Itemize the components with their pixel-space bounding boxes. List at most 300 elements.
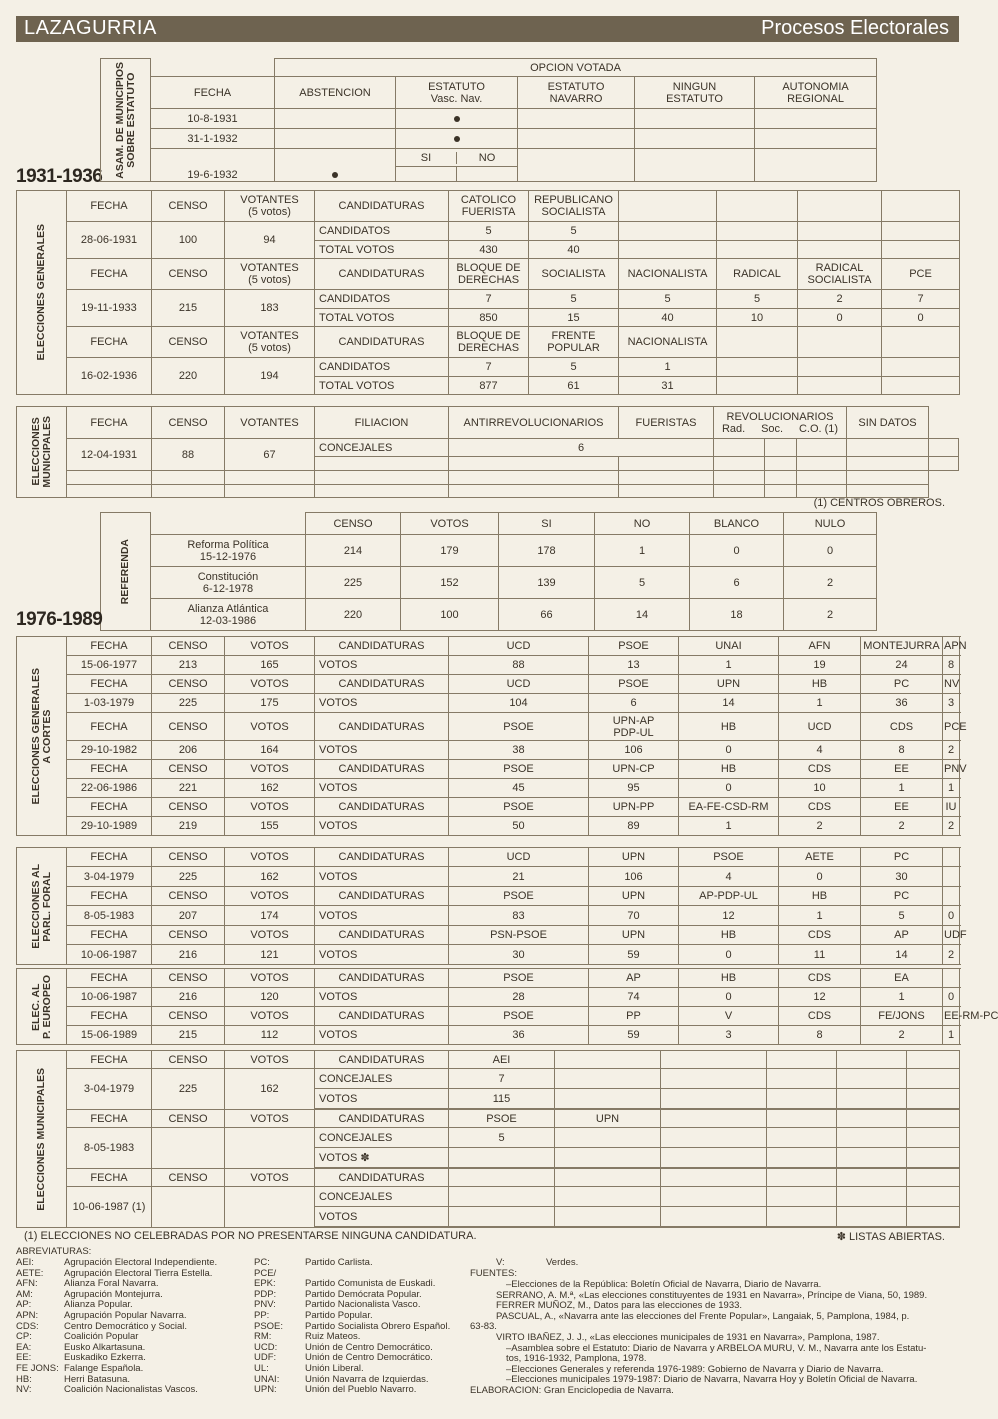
asamblea-col-header: AUTONOMIA REGIONAL <box>755 77 877 109</box>
header-cell: CANDIDATURAS <box>315 637 449 656</box>
party-header: AP-PDP-UL <box>679 887 779 906</box>
party-header: HB <box>679 713 779 741</box>
header-cell: CANDIDATURAS <box>315 675 449 694</box>
header-cell: VOTOS <box>225 760 315 779</box>
gen1-votos-cell <box>717 377 798 395</box>
party-header: IU <box>943 798 960 817</box>
mun2-header: VOTOS <box>225 1051 315 1069</box>
data-cell: 29-10-1982 <box>67 741 152 760</box>
asam-date: 19-6-1932 <box>151 149 275 182</box>
mun2-votos-value <box>661 1207 767 1227</box>
data-cell: 4 <box>779 741 861 760</box>
ref-header-cell: CENSO <box>306 513 401 535</box>
data-cell: 2 <box>943 741 960 760</box>
gen1-header-cell: PCE <box>882 259 960 290</box>
data-cell: 1 <box>679 656 779 675</box>
gen1-header-cell: FRENTE POPULAR <box>529 327 619 358</box>
party-header: PSOE <box>449 1007 589 1026</box>
ref-value: 179 <box>401 535 499 567</box>
ref-header-cell: SI <box>499 513 595 535</box>
mun2-header: FECHA <box>67 1169 152 1187</box>
ref-value: 0 <box>784 535 877 567</box>
party-header: PC <box>861 848 943 867</box>
ref-value: 139 <box>499 567 595 599</box>
ref-value: 6 <box>690 567 784 599</box>
gen1-header-cell: CANDIDATURAS <box>315 191 449 222</box>
gen1-votos-cell <box>619 241 717 259</box>
mun2-header: CANDIDATURAS <box>315 1051 449 1069</box>
foral-label: ELECCIONES AL PARL. FORAL <box>17 848 67 965</box>
party-header <box>943 887 960 906</box>
data-cell: 162 <box>225 867 315 887</box>
gen1-header-cell: BLOQUE DE DERECHAS <box>449 259 529 290</box>
ref-value: 178 <box>499 535 595 567</box>
mun1-antirrev: 6 <box>449 439 714 457</box>
gen1-fecha: 19-11-1933 <box>67 290 152 327</box>
gen1-candidatos-cell: 1 <box>619 358 717 377</box>
data-cell: 0 <box>679 945 779 965</box>
mun2-header: CENSO <box>152 1110 225 1128</box>
abbreviations-col2: PC: Partido Carlista. PCE/ EPK: Partido Comunista de Euskadi. PDP: Partido Demócrata Popular. PNV: Partido Nacionalista Vasco. PP: Partido Popular. PSOE: Partido Socialista Obrero Español. RM: Ruiz Mateos. UCD: Unión de Centro Democrático. UDF: Unión de Centro Democrático. UL: Unión Liberal. UNAI: Unión Navarra de Izquierdas. UPN: Unión del Pueblo Navarro. <box>254 1257 451 1396</box>
data-cell: 0 <box>779 867 861 887</box>
asamblea-table <box>100 58 877 182</box>
data-cell: 0 <box>943 906 960 926</box>
ref-header-cell: NULO <box>784 513 877 535</box>
header-cell: FECHA <box>67 1007 152 1026</box>
gen1-candidatos-cell: 5 <box>619 290 717 309</box>
footnote-listas-abiertas: ✽ LISTAS ABIERTAS. <box>836 1231 945 1243</box>
ref-value: 214 <box>306 535 401 567</box>
si-label: SI <box>396 152 457 164</box>
data-cell: 213 <box>152 656 225 675</box>
gen1-votantes: 183 <box>225 290 315 327</box>
data-cell: 22-06-1986 <box>67 779 152 798</box>
data-cell: VOTOS <box>315 988 449 1007</box>
mun2-concejales <box>449 1187 555 1207</box>
data-cell: VOTOS <box>315 694 449 713</box>
period-label-1931: 1931-1936 <box>16 166 103 187</box>
gen1-candidatos-cell <box>717 358 798 377</box>
mun2-votos-label: VOTOS <box>315 1089 449 1109</box>
gen1-votos-cell <box>798 377 882 395</box>
party-header: FE/JONS <box>861 1007 943 1026</box>
data-cell: 11 <box>779 945 861 965</box>
gen1-header-cell: FECHA <box>67 191 152 222</box>
data-cell: 221 <box>152 779 225 798</box>
header-cell: CENSO <box>152 1007 225 1026</box>
asamblea-col-header: ESTATUTO NAVARRO <box>518 77 635 109</box>
col-fueristas: FUERISTAS <box>619 407 714 439</box>
col-fecha: FECHA <box>67 407 152 439</box>
gen1-candidatos-cell: CANDIDATOS <box>315 290 449 309</box>
gen1-votos-cell: 877 <box>449 377 529 395</box>
data-cell: VOTOS <box>315 741 449 760</box>
mun2-votos-value <box>555 1148 661 1168</box>
header-cell: FECHA <box>67 887 152 906</box>
ref-header-cell: BLANCO <box>690 513 784 535</box>
gen1-votantes: 94 <box>225 222 315 259</box>
gen1-votos-cell: TOTAL VOTOS <box>315 309 449 327</box>
header-cell: VOTOS <box>225 969 315 988</box>
ref-value: 1 <box>595 535 690 567</box>
data-cell: 0 <box>943 988 960 1007</box>
header-cell: FECHA <box>67 760 152 779</box>
data-cell: 121 <box>225 945 315 965</box>
ref-value: 18 <box>690 599 784 631</box>
party-header: UCD <box>449 675 589 694</box>
data-cell: 3-04-1979 <box>67 867 152 887</box>
mun2-concejales: 7 <box>449 1069 555 1089</box>
party-header: V <box>679 1007 779 1026</box>
ref-value: 2 <box>784 599 877 631</box>
mun2-concejales-label: CONCEJALES <box>315 1187 449 1207</box>
footnote-no-celebradas: (1) ELECCIONES NO CELEBRADAS POR NO PRESENTARSE NINGUNA CANDIDATURA. <box>24 1230 477 1242</box>
mun2-concejales <box>555 1187 661 1207</box>
gen1-header-cell: CENSO <box>152 259 225 290</box>
party-header: MONTEJURRA <box>861 637 943 656</box>
data-cell: 219 <box>152 817 225 836</box>
mun2-votos-value <box>661 1089 767 1109</box>
party-header: EE <box>861 760 943 779</box>
cortes-table <box>16 636 967 836</box>
gen1-header-cell: CATOLICO FUERISTA <box>449 191 529 222</box>
header-cell: VOTOS <box>225 637 315 656</box>
party-header: PSN-PSOE <box>449 926 589 945</box>
ref-value: 220 <box>306 599 401 631</box>
col-sin-datos: SIN DATOS <box>847 407 929 439</box>
mun2-header: CANDIDATURAS <box>315 1169 449 1187</box>
data-cell: VOTOS <box>315 817 449 836</box>
party-header: PSOE <box>449 713 589 741</box>
col-votantes: VOTANTES <box>225 407 315 439</box>
data-cell: 50 <box>449 817 589 836</box>
gen1-header-cell: VOTANTES (5 votos) <box>225 191 315 222</box>
data-cell: 89 <box>589 817 679 836</box>
asamblea-col-header: NINGUN ESTATUTO <box>635 77 755 109</box>
data-cell: 24 <box>861 656 943 675</box>
gen1-votos-cell: TOTAL VOTOS <box>315 377 449 395</box>
gen1-censo: 215 <box>152 290 225 327</box>
mun2-concejales-label: CONCEJALES <box>315 1128 449 1148</box>
abbreviation-v: V: Verdes. <box>496 1257 579 1268</box>
mun2-header: VOTOS <box>225 1110 315 1128</box>
municipales-1931-label: ELECCIONES MUNICIPALES <box>17 407 67 498</box>
mun2-votos-value <box>555 1089 661 1109</box>
gen1-candidatos-cell: CANDIDATOS <box>315 222 449 241</box>
ref-value: 66 <box>499 599 595 631</box>
mun2-votos-value <box>449 1207 555 1227</box>
europeo-table <box>16 968 998 1045</box>
data-cell: 8-05-1983 <box>67 906 152 926</box>
header-cell: CANDIDATURAS <box>315 798 449 817</box>
header-cell: VOTOS <box>225 1007 315 1026</box>
ref-value: 100 <box>401 599 499 631</box>
mun2-concejales <box>661 1187 767 1207</box>
cortes-label: ELECCIONES GENERALES A CORTES <box>17 637 67 836</box>
gen1-header-cell: BLOQUE DE DERECHAS <box>449 327 529 358</box>
mun2-header: FECHA <box>67 1110 152 1128</box>
gen1-header-cell: SOCIALISTA <box>529 259 619 290</box>
gen1-votos-cell <box>882 377 960 395</box>
ref-value: 2 <box>784 567 877 599</box>
gen1-votos-cell <box>882 241 960 259</box>
party-header: UPN-CP <box>589 760 679 779</box>
ref-value: 0 <box>690 535 784 567</box>
party-header: HB <box>679 969 779 988</box>
party-header: UCD <box>449 637 589 656</box>
ref-name: Reforma Política 15-12-1976 <box>151 535 306 567</box>
asamblea-label: ASAM. DE MUNICIPIOS SOBRE ESTATUTO <box>101 59 151 182</box>
header-cell: VOTOS <box>225 675 315 694</box>
data-cell: 5 <box>861 906 943 926</box>
mun2-header: CANDIDATURAS <box>315 1110 449 1128</box>
mun2-concejales <box>555 1128 661 1148</box>
header-cell: FECHA <box>67 969 152 988</box>
header-cell: CENSO <box>152 848 225 867</box>
data-cell: 19 <box>779 656 861 675</box>
header-cell: CENSO <box>152 637 225 656</box>
data-cell: 112 <box>225 1026 315 1045</box>
ref-name: Constitución 6-12-1978 <box>151 567 306 599</box>
municipales-1979-label: ELECCIONES MUNICIPALES <box>17 1051 67 1228</box>
party-header: UCD <box>779 713 861 741</box>
referenda-label: REFERENDA <box>101 513 151 631</box>
data-cell: 30 <box>449 945 589 965</box>
section-title: Procesos Electorales <box>761 17 949 39</box>
data-cell: 29-10-1989 <box>67 817 152 836</box>
data-cell: 216 <box>152 945 225 965</box>
party-header: NV <box>943 675 960 694</box>
header-cell: FECHA <box>67 848 152 867</box>
gen1-candidatos-cell <box>798 358 882 377</box>
gen1-votos-cell: TOTAL VOTOS <box>315 241 449 259</box>
gen1-header-cell: NACIONALISTA <box>619 327 717 358</box>
data-cell: VOTOS <box>315 867 449 887</box>
asamblea-col-header: FECHA <box>151 77 275 109</box>
data-cell: 162 <box>225 779 315 798</box>
data-cell: 45 <box>449 779 589 798</box>
data-cell: 207 <box>152 906 225 926</box>
gen1-candidatos-cell: CANDIDATOS <box>315 358 449 377</box>
mun2-censo <box>152 1187 225 1228</box>
gen1-candidatos-cell <box>619 222 717 241</box>
data-cell: 10-06-1987 <box>67 945 152 965</box>
gen1-header-cell: CENSO <box>152 191 225 222</box>
gen1-votos-cell: 0 <box>798 309 882 327</box>
party-header: PP <box>589 1007 679 1026</box>
data-cell: 206 <box>152 741 225 760</box>
party-header: HB <box>679 926 779 945</box>
gen1-header-cell: REPUBLICANO SOCIALISTA <box>529 191 619 222</box>
data-cell: 0 <box>679 988 779 1007</box>
header-cell: CANDIDATURAS <box>315 1007 449 1026</box>
data-cell: 4 <box>679 867 779 887</box>
mun2-header: FECHA <box>67 1051 152 1069</box>
header-cell: VOTOS <box>225 926 315 945</box>
data-cell: VOTOS <box>315 779 449 798</box>
fuentes-title: FUENTES: <box>470 1268 517 1279</box>
data-cell: 10 <box>779 779 861 798</box>
gen1-header-cell: RADICAL SOCIALISTA <box>798 259 882 290</box>
data-cell: 120 <box>225 988 315 1007</box>
data-cell: 1 <box>861 988 943 1007</box>
header-cell: CANDIDATURAS <box>315 760 449 779</box>
gen1-header-cell: NACIONALISTA <box>619 259 717 290</box>
party-header: HB <box>779 675 861 694</box>
gen1-header-cell: CANDIDATURAS <box>315 259 449 290</box>
gen1-candidatos-cell <box>717 222 798 241</box>
data-cell: 106 <box>589 741 679 760</box>
vote-dot <box>454 136 460 142</box>
gen1-votos-cell <box>798 241 882 259</box>
data-cell: 216 <box>152 988 225 1007</box>
gen1-votos-cell: 31 <box>619 377 717 395</box>
party-header: UPN <box>589 926 679 945</box>
centros-obreros-note: (1) CENTROS OBREROS. <box>813 497 945 509</box>
europeo-label: ELEC. AL P. EUROPEO <box>17 969 67 1045</box>
mun2-votos-label: VOTOS <box>315 1207 449 1227</box>
party-header: UPN <box>589 887 679 906</box>
party-header: UDF <box>943 926 960 945</box>
data-cell: 10-06-1987 <box>67 988 152 1007</box>
gen1-header-cell <box>717 191 798 222</box>
header-cell: CENSO <box>152 926 225 945</box>
gen1-candidatos-cell: 5 <box>529 358 619 377</box>
data-cell: 36 <box>861 694 943 713</box>
data-cell: 104 <box>449 694 589 713</box>
ref-value: 152 <box>401 567 499 599</box>
party-header: EA <box>861 969 943 988</box>
data-cell: 8 <box>779 1026 861 1045</box>
gen1-header-cell: FECHA <box>67 327 152 358</box>
data-cell: 14 <box>861 945 943 965</box>
data-cell: 28 <box>449 988 589 1007</box>
header-cell: FECHA <box>67 926 152 945</box>
data-cell: 83 <box>449 906 589 926</box>
data-cell: 36 <box>449 1026 589 1045</box>
data-cell: 59 <box>589 1026 679 1045</box>
data-cell: VOTOS <box>315 945 449 965</box>
header-cell: CENSO <box>152 969 225 988</box>
party-header: APN <box>943 637 960 656</box>
data-cell: 1 <box>861 779 943 798</box>
header-cell: CANDIDATURAS <box>315 713 449 741</box>
mun2-votos <box>225 1128 315 1169</box>
party-header: UPN <box>589 848 679 867</box>
data-cell: 1 <box>779 694 861 713</box>
gen1-candidatos-cell: 7 <box>882 290 960 309</box>
party-header: UPN-AP PDP-UL <box>589 713 679 741</box>
party-header: CDS <box>779 760 861 779</box>
data-cell: 3 <box>679 1026 779 1045</box>
mun2-censo: 225 <box>152 1069 225 1110</box>
mun2-party: PSOE <box>449 1110 555 1128</box>
referenda-table <box>100 512 877 631</box>
mun2-votos: 162 <box>225 1069 315 1110</box>
data-cell: 165 <box>225 656 315 675</box>
gen1-header-cell: VOTANTES (5 votos) <box>225 327 315 358</box>
gen1-votos-cell: 40 <box>529 241 619 259</box>
mun2-concejales <box>661 1069 767 1089</box>
party-header: AP <box>589 969 679 988</box>
gen1-header-cell: VOTANTES (5 votos) <box>225 259 315 290</box>
mun2-fecha: 8-05-1983 <box>67 1128 152 1169</box>
data-cell: 12 <box>679 906 779 926</box>
ref-value: 5 <box>595 567 690 599</box>
mun2-party: UPN <box>555 1110 661 1128</box>
data-cell: 6 <box>589 694 679 713</box>
vote-dot <box>332 172 338 178</box>
gen1-candidatos-cell: 5 <box>717 290 798 309</box>
fuentes-list: –Elecciones de la República: Boletín Oficial de Navarra, Diario de Navarra. SERRANO, A. M.ª, «Las elecciones constituyentes de 1931 en Navarra», Príncipe de Viana, 50, 1989. FERRER MUÑOZ, M., Datos para las elecciones de 1933. PASCUAL, A., «Navarra ante las elecciones del Frente Popular», Langaiak, 5, Pamplona, 1984, p. 63-83. VIRTO IBAÑEZ, J. J., «Las elecciones municipales de 1931 en Navarra», Pamplona, 1987. –Asamblea sobre el Estatuto: Diario de Navarra y ARBELOA MURU, V. M., Navarra ante los Estatu- tos, 1916-1932, Pamplona, 1978. –Elecciones Generales y referenda 1976-1989: Gobierno de Navarra y Diario de Navarra. –Elecciones municipales 1979-1987: Diario de Navarra, Navarra Hoy y Boletín Oficial de Navarra. ELABORACION: Gran Enciclopedia de Navarra. <box>470 1279 928 1396</box>
mun2-votos-value <box>555 1207 661 1227</box>
mun2-party <box>555 1169 661 1187</box>
data-cell: 70 <box>589 906 679 926</box>
gen1-candidatos-cell <box>882 358 960 377</box>
data-cell: 8 <box>861 741 943 760</box>
mun2-party: AEI <box>449 1051 555 1069</box>
page-header <box>16 16 959 42</box>
party-header: PC <box>861 675 943 694</box>
data-cell: 1-03-1979 <box>67 694 152 713</box>
data-cell: 175 <box>225 694 315 713</box>
mun2-concejales <box>661 1128 767 1148</box>
mun2-party <box>449 1169 555 1187</box>
header-cell: CANDIDATURAS <box>315 887 449 906</box>
municipality-title: LAZAGURRIA <box>24 17 157 39</box>
mun2-votos-label: VOTOS ✽ <box>315 1148 449 1168</box>
party-header: AP <box>861 926 943 945</box>
data-cell: 3 <box>943 694 960 713</box>
gen1-header-cell <box>619 191 717 222</box>
header-cell: CANDIDATURAS <box>315 969 449 988</box>
opcion-votada-header: OPCION VOTADA <box>275 59 877 77</box>
header-cell: FECHA <box>67 637 152 656</box>
header-cell: VOTOS <box>225 848 315 867</box>
mun1-fecha: 12-04-1931 <box>67 439 152 471</box>
data-cell: 1 <box>779 906 861 926</box>
no-label: NO <box>478 151 496 164</box>
data-cell: 164 <box>225 741 315 760</box>
gen1-candidatos-cell: 5 <box>529 290 619 309</box>
col-censo: CENSO <box>152 407 225 439</box>
gen1-header-cell: FECHA <box>67 259 152 290</box>
data-cell: 2 <box>861 1026 943 1045</box>
period-label-1976: 1976-1989 <box>16 609 103 630</box>
abbreviations-title: ABREVIATURAS: <box>16 1246 92 1257</box>
data-cell: 59 <box>589 945 679 965</box>
generales-1931-label: ELECCIONES GENERALES <box>17 191 67 395</box>
ref-header-cell: NO <box>595 513 690 535</box>
data-cell: VOTOS <box>315 1026 449 1045</box>
data-cell: 1 <box>679 817 779 836</box>
data-cell: 2 <box>861 817 943 836</box>
asamblea-col-header: ABSTENCION <box>275 77 396 109</box>
party-header: UPN-PP <box>589 798 679 817</box>
gen1-censo: 220 <box>152 358 225 395</box>
asamblea-col-header: ESTATUTO Vasc. Nav. <box>396 77 518 109</box>
data-cell: 15-06-1989 <box>67 1026 152 1045</box>
data-cell: 95 <box>589 779 679 798</box>
party-header: PCE <box>943 713 960 741</box>
mun2-header: VOTOS <box>225 1169 315 1187</box>
gen1-header-cell <box>882 191 960 222</box>
municipales-1931-table <box>16 406 959 498</box>
header-cell: CENSO <box>152 675 225 694</box>
data-cell: 106 <box>589 867 679 887</box>
mun2-votos-value: 115 <box>449 1089 555 1109</box>
header-cell: CANDIDATURAS <box>315 926 449 945</box>
